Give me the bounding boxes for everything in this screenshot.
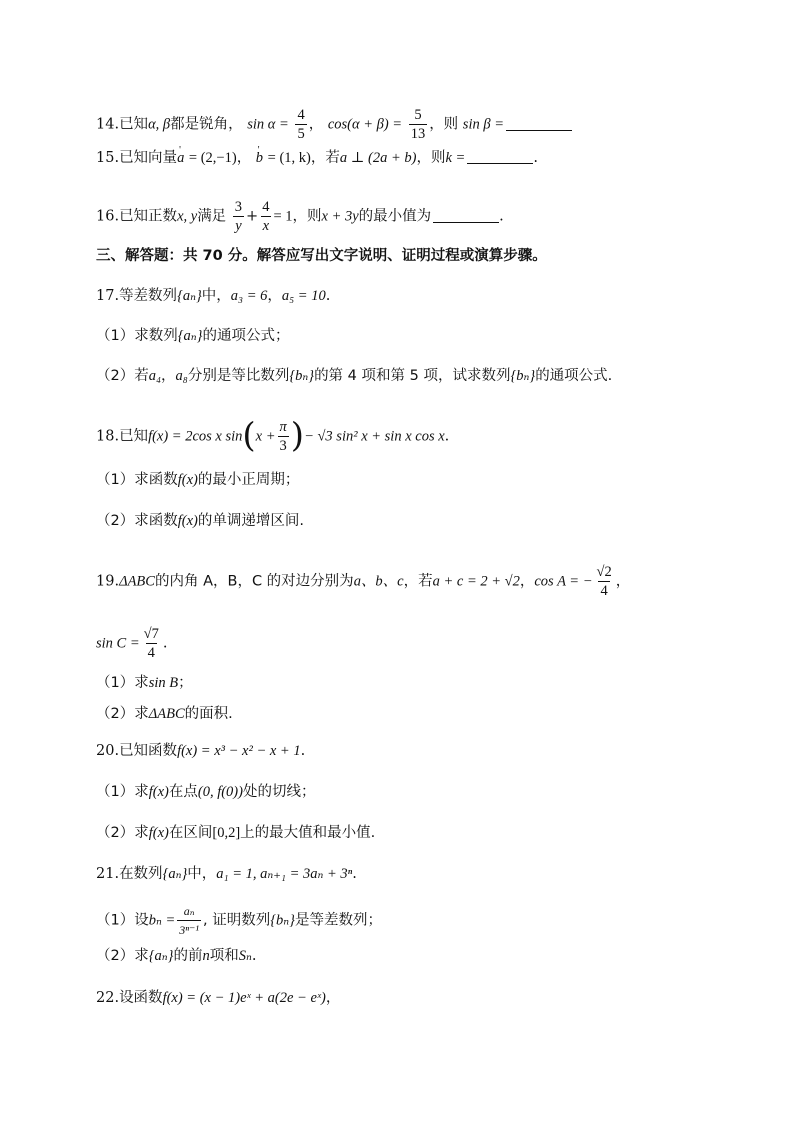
q22-comma: ， (325, 990, 341, 1006)
q17-comma: ， (267, 288, 282, 304)
q21-p2-text2: 的前 (173, 948, 203, 964)
q19-frac2 (142, 625, 161, 662)
q17-p1-label: （1） (96, 328, 135, 344)
q20-p1-text2: 在点 (168, 784, 198, 800)
q21-part-2 (96, 946, 256, 966)
q16-frac2 (260, 198, 271, 235)
q14-frac1 (295, 106, 306, 143)
q19-triangle: ΔABC (119, 573, 155, 590)
q21-p1-text: 设 (134, 912, 149, 929)
q19-frac1-den: 4 (600, 583, 608, 599)
q17-p2-text2: 分别是等比数列 (187, 368, 290, 384)
q16-frac1-num: 3 (234, 199, 243, 215)
question-14 (96, 106, 572, 143)
q17-p2-text4: 的通项公式. (535, 368, 613, 384)
q17-a8: a₈ (175, 368, 188, 384)
q15-b-value: = (1, k) (267, 150, 311, 166)
q14-text: 已知 (119, 116, 149, 133)
q21-part-1 (96, 902, 382, 939)
q19-frac1-num: √2 (596, 564, 612, 580)
q21-p2-text3: 项和 (209, 948, 239, 964)
question-21 (96, 864, 357, 884)
q15-number: 15. (96, 150, 120, 166)
q20-p2-interval: [0,2] (212, 825, 241, 841)
q19-p2-text2: 的面积. (184, 706, 233, 722)
q19-comma2: ， (615, 573, 631, 590)
q21-p1-seq: {bₙ} (270, 912, 295, 929)
question-20 (96, 741, 305, 761)
q22-text: 设函数 (119, 990, 163, 1006)
q14-frac2-num: 5 (414, 107, 422, 123)
q21-p2-S: Sₙ (238, 948, 252, 964)
q17-part-1 (96, 326, 289, 346)
q19-cosA: cos A = − (534, 573, 593, 590)
q18-p1-label: （1） (96, 472, 135, 488)
q17-p1-text: 求数列 (134, 328, 178, 344)
q15-vec-a: ' a (177, 150, 184, 166)
q18-frac-num: π (279, 419, 287, 435)
q20-p2-label: （2） (96, 825, 135, 841)
q19-text2: ，若 (403, 573, 433, 590)
q17-seq: {aₙ} (177, 288, 202, 304)
q19-p2-math: ΔABC (148, 706, 185, 722)
q14-answer-blank (506, 116, 572, 131)
q22-f: f(x) = (x − 1)eˣ + a(2e − eˣ) (162, 990, 326, 1006)
q15-period: . (533, 150, 538, 166)
q20-p1-point: (0, f(0)) (197, 784, 243, 800)
q16-expr: x + 3y (321, 208, 359, 225)
q16-frac2-den: x (262, 218, 270, 234)
q18-tail: − √3 sin² x + sin x cos x (304, 428, 445, 445)
q15-text: 已知向量 (119, 150, 178, 166)
q17-p2-comma: ， (161, 368, 176, 384)
q21-text2: 中， (187, 866, 217, 882)
q14-sinb: sin β = (462, 116, 504, 133)
q18-number: 18. (96, 428, 120, 445)
q19-period: . (162, 635, 168, 652)
question-15 (96, 148, 538, 168)
q17-a4: a₄ (148, 368, 162, 384)
q19-part-1 (96, 673, 193, 693)
q16-text4: 的最小值为 (358, 208, 432, 225)
q16-eq: = 1 (273, 208, 293, 225)
q17-a5: a₅ = 10 (281, 288, 326, 304)
q21-frac-den: 3ⁿ⁻¹ (177, 920, 201, 939)
q18-frac-den: 3 (279, 438, 287, 454)
question-18 (96, 415, 450, 456)
q15-a-value: = (2,−1) (188, 150, 237, 166)
q18-p2-f: f(x) (177, 513, 198, 529)
q16-answer-blank (433, 208, 499, 223)
q21-frac-num: aₙ (183, 904, 195, 918)
question-17 (96, 286, 330, 306)
q16-text3: ，则 (292, 208, 322, 225)
q14-frac2 (409, 106, 428, 143)
question-22 (96, 988, 340, 1008)
q17-text: 等差数列 (119, 288, 178, 304)
q19-p1-math: sin B (148, 675, 179, 691)
q14-vars: α, β (148, 116, 171, 133)
q18-rparen: ) (290, 415, 305, 456)
q14-number: 14. (96, 116, 120, 133)
q15-text3: ，则 (416, 150, 446, 166)
q18-part-1 (96, 470, 299, 490)
q18-text: 已知 (119, 428, 149, 445)
q19-p1-label: （1） (96, 675, 135, 691)
q20-p2-text3: 上的最大值和最小值. (240, 825, 376, 841)
q20-p2-text2: 在区间 (168, 825, 213, 841)
q19-p1-end: ； (178, 675, 193, 691)
q20-p1-text3: 处的切线； (242, 784, 316, 800)
q19-p2-text: 求 (134, 706, 149, 722)
q14-frac1-den: 5 (297, 126, 305, 142)
q20-number: 20. (96, 743, 120, 759)
q21-p2-period: . (251, 948, 257, 964)
q21-text: 在数列 (119, 866, 163, 882)
q14-frac1-num: 4 (297, 107, 305, 123)
q20-p2-f: f(x) (148, 825, 169, 841)
q14-sin: sin α = (247, 116, 289, 133)
q19-eq1: a + c = 2 + √2 (432, 573, 520, 590)
q18-frac (278, 418, 289, 455)
q21-p2-seq: {aₙ} (148, 948, 174, 964)
q17-p2-label: （2） (96, 368, 135, 384)
q14-text3: ，则 (429, 116, 459, 133)
question-19 (96, 563, 630, 600)
q19-text: 的内角 A，B，C 的对边分别为 (154, 573, 354, 590)
q19-frac1 (594, 563, 613, 600)
q21-p2-text: 求 (134, 948, 149, 964)
q22-number: 22. (96, 990, 120, 1006)
q16-number: 16. (96, 208, 120, 225)
q21-p1-text3: 是等差数列； (294, 912, 382, 929)
q17-seq-b: {bₙ} (289, 368, 315, 384)
q14-text2: 都是锐角， (170, 116, 243, 133)
q21-frac (177, 902, 201, 939)
q16-frac2-num: 4 (262, 199, 270, 215)
q14-cos: cos(α + β) = (327, 116, 403, 133)
q18-part-2 (96, 511, 304, 531)
q20-part-2 (96, 823, 375, 843)
q16-frac1 (233, 198, 244, 235)
q19-sides: a、b、c (353, 573, 404, 590)
q16-vars: x, y (177, 208, 198, 225)
q19-frac2-num: √7 (143, 626, 159, 642)
q20-text: 已知函数 (119, 743, 178, 759)
q15-text2: ，若 (310, 150, 340, 166)
q21-p1-label: （1） (96, 912, 135, 929)
q19-sinC-label: sin C = (96, 635, 140, 652)
q19-p2-label: （2） (96, 706, 135, 722)
q19-p1-text: 求 (134, 675, 149, 691)
q20-p1-text: 求 (134, 784, 149, 800)
q18-p2-label: （2） (96, 513, 135, 529)
q17-text2: 中， (201, 288, 231, 304)
q17-p2-text: 若 (134, 368, 149, 384)
q17-period: . (325, 288, 331, 304)
q16-plus: + (246, 208, 259, 225)
q14-frac2-den: 13 (410, 126, 426, 142)
q17-a3: a₃ = 6 (230, 288, 268, 304)
q14-comma: ， (308, 116, 324, 133)
q18-p2-text: 求函数 (134, 513, 178, 529)
q20-p1-f: f(x) (148, 784, 169, 800)
q20-period: . (300, 743, 306, 759)
q21-recurrence: a₁ = 1, aₙ₊₁ = 3aₙ + 3ⁿ (216, 866, 353, 882)
q15-relation: a ⊥ (2a + b) (339, 150, 417, 166)
q21-period: . (352, 866, 357, 882)
q19-frac2-den: 4 (147, 645, 155, 661)
q17-part-2 (96, 366, 612, 386)
q18-f: f(x) = 2cos x sin (148, 428, 243, 445)
q15-comma: ， (236, 150, 252, 166)
q19-sinC (96, 625, 167, 662)
q19-number: 19. (96, 573, 120, 590)
q21-number: 21. (96, 866, 120, 882)
q16-text: 已知正数 (119, 208, 178, 225)
q17-p2-text3: 的第 4 项和第 5 项，试求数列 (314, 368, 511, 384)
section-3-heading: 三、解答题：共 70 分。解答应写出文字说明、证明过程或演算步骤。 (96, 248, 547, 264)
q21-p2-n: n (202, 948, 210, 964)
q21-p2-label: （2） (96, 948, 135, 964)
q16-text2: 满足 (197, 208, 227, 225)
q18-p1-f: f(x) (177, 472, 198, 488)
q15-vec-b: ' b (256, 150, 263, 166)
q16-frac1-den: y (235, 218, 242, 234)
q16-period: . (499, 208, 504, 225)
q21-bn: bₙ = (148, 912, 176, 929)
q18-p1-text2: 的最小正周期； (197, 472, 300, 488)
q18-p1-text: 求函数 (134, 472, 178, 488)
q19-part-2 (96, 704, 233, 724)
q18-lparen: ( (242, 415, 256, 456)
q20-f: f(x) = x³ − x² − x + 1 (177, 743, 301, 759)
q15-answer-blank (467, 149, 533, 164)
q17-number: 17. (96, 288, 120, 304)
q21-p1-text2: , 证明数列 (203, 912, 271, 929)
q19-comma: ， (519, 573, 535, 590)
q18-p2-text2: 的单调递增区间. (197, 513, 304, 529)
q17-p1-text2: 的通项公式； (202, 328, 290, 344)
q20-part-1 (96, 782, 315, 802)
q18-period: . (444, 428, 450, 445)
q20-p1-label: （1） (96, 784, 135, 800)
q15-k: k = (445, 150, 466, 166)
question-16 (96, 198, 504, 235)
q17-p1-seq: {aₙ} (177, 328, 203, 344)
q21-seq: {aₙ} (162, 866, 188, 882)
q20-p2-text: 求 (134, 825, 149, 841)
q17-seq-b2: {bₙ} (510, 368, 536, 384)
q18-inner: x + (255, 428, 276, 445)
